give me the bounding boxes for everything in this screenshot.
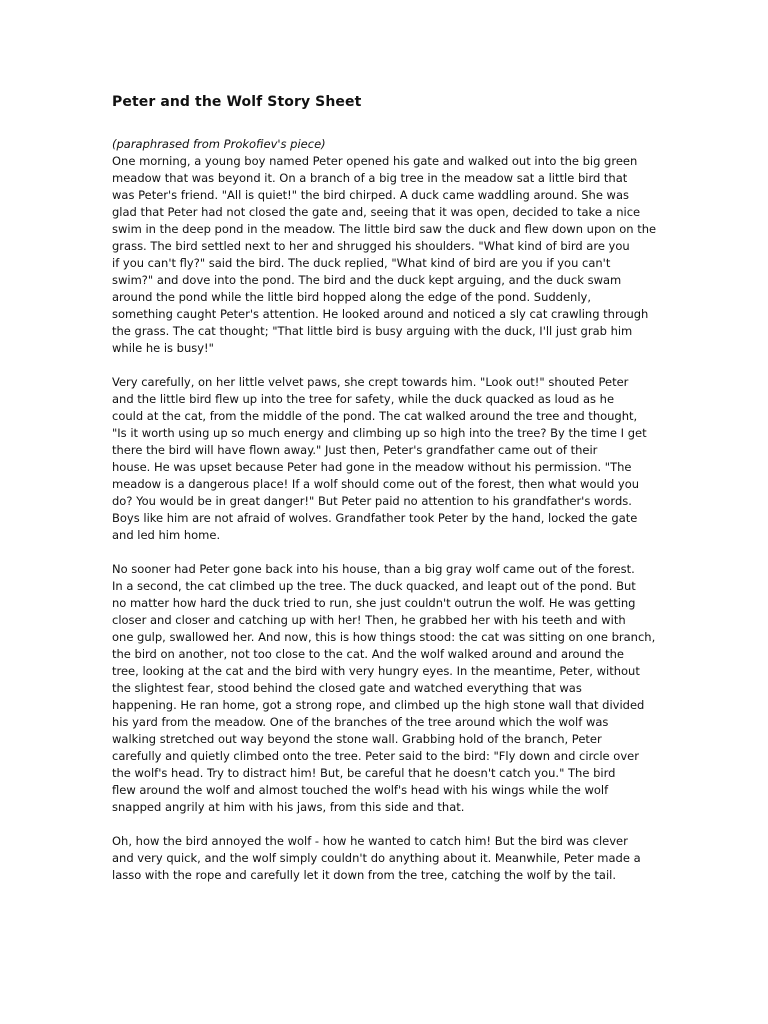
paragraph-line: one gulp, swallowed her. And now, this is how things stood: the cat was sitting on one branch, (112, 630, 656, 644)
paragraph-line: if you can't fly?" said the bird. The duck replied, "What kind of bird are you if you can't (112, 256, 611, 270)
paragraph-line: flew around the wolf and almost touched the wolf's head with his wings while the wolf (112, 783, 609, 797)
paragraph-line: glad that Peter had not closed the gate and, seeing that it was open, decided to take a nice (112, 205, 641, 219)
paragraph-line: while he is busy!" (112, 341, 214, 355)
paragraph-line: the slightest fear, stood behind the closed gate and watched everything that was (112, 681, 582, 695)
paragraph-line: and very quick, and the wolf simply couldn't do anything about it. Meanwhile, Peter made a (112, 851, 641, 865)
document-title: Peter and the Wolf Story Sheet (112, 94, 362, 110)
paragraph-line: around the pond while the little bird hopped along the edge of the pond. Suddenly, (112, 290, 591, 304)
paragraph-line: walking stretched out way beyond the stone wall. Grabbing hold of the branch, Peter (112, 732, 602, 746)
paragraph-line: the grass. The cat thought; "That little bird is busy arguing with the duck, I'll just grab him (112, 324, 633, 338)
paragraph-line: the wolf's head. Try to distract him! But, be careful that he doesn't catch you." The bird (112, 766, 616, 780)
paragraph-line: his yard from the meadow. One of the branches of the tree around which the wolf was (112, 715, 609, 729)
paragraph-line: something caught Peter's attention. He looked around and noticed a sly cat crawling through (112, 307, 649, 321)
paragraph-line: could at the cat, from the middle of the pond. The cat walked around the tree and thought, (112, 409, 638, 423)
paragraph-line: Boys like him are not afraid of wolves. Grandfather took Peter by the hand, locked the gate (112, 511, 638, 525)
paragraph-line: happening. He ran home, got a strong rope, and climbed up the high stone wall that divided (112, 698, 645, 712)
story-paragraph (112, 561, 660, 816)
paragraph-line: meadow is a dangerous place! If a wolf should come out of the forest, then what would you (112, 477, 640, 491)
story-paragraph (112, 153, 660, 357)
paragraph-line: meadow that was beyond it. On a branch of a big tree in the meadow sat a little bird that (112, 171, 628, 185)
paragraph-line: the bird on another, not too close to the cat. And the wolf walked around and around the (112, 647, 624, 661)
paragraph-line: no matter how hard the duck tried to run, she just couldn't outrun the wolf. He was getting (112, 596, 636, 610)
paragraph-line: No sooner had Peter gone back into his house, than a big gray wolf came out of the forest. (112, 562, 635, 576)
paragraph-line: do? You would be in great danger!" But Peter paid no attention to his grandfather's words. (112, 494, 632, 508)
paragraph-line: Oh, how the bird annoyed the wolf - how he wanted to catch him! But the bird was clever (112, 834, 628, 848)
paragraph-line: Very carefully, on her little velvet paws, she crept towards him. "Look out!" shouted Peter (112, 375, 629, 389)
paragraph-line: In a second, the cat climbed up the tree. The duck quacked, and leapt out of the pond. But (112, 579, 636, 593)
paragraph-line: closer and closer and catching up with her! Then, he grabbed her with his teeth and with (112, 613, 626, 627)
document-page (112, 92, 660, 901)
paragraph-line: swim in the deep pond in the meadow. The little bird saw the duck and flew down upon on the (112, 222, 657, 236)
story-paragraph (112, 833, 660, 884)
story-body (112, 153, 660, 884)
story-paragraph (112, 374, 660, 544)
paragraph-line: there the bird will have flown away." Just then, Peter's grandfather came out of their (112, 443, 598, 457)
document-subtitle: (paraphrased from Prokofiev's piece) (112, 137, 326, 151)
paragraph-line: swim?" and dove into the pond. The bird and the duck kept arguing, and the duck swam (112, 273, 622, 287)
paragraph-line: carefully and quietly climbed onto the tree. Peter said to the bird: "Fly down and circle over (112, 749, 639, 763)
paragraph-line: lasso with the rope and carefully let it down from the tree, catching the wolf by the tail. (112, 868, 617, 882)
paragraph-line: and the little bird flew up into the tree for safety, while the duck quacked as loud as he (112, 392, 615, 406)
paragraph-line: and led him home. (112, 528, 221, 542)
paragraph-line: "Is it worth using up so much energy and climbing up so high into the tree? By the time I get (112, 426, 647, 440)
paragraph-line: snapped angrily at him with his jaws, from this side and that. (112, 800, 465, 814)
paragraph-line: house. He was upset because Peter had gone in the meadow without his permission. "The (112, 460, 632, 474)
paragraph-line: One morning, a young boy named Peter opened his gate and walked out into the big green (112, 154, 638, 168)
paragraph-line: tree, looking at the cat and the bird with very hungry eyes. In the meantime, Peter, without (112, 664, 640, 678)
paragraph-line: was Peter's friend. "All is quiet!" the bird chirped. A duck came waddling around. She was (112, 188, 630, 202)
paragraph-line: grass. The bird settled next to her and shrugged his shoulders. "What kind of bird are you (112, 239, 630, 253)
